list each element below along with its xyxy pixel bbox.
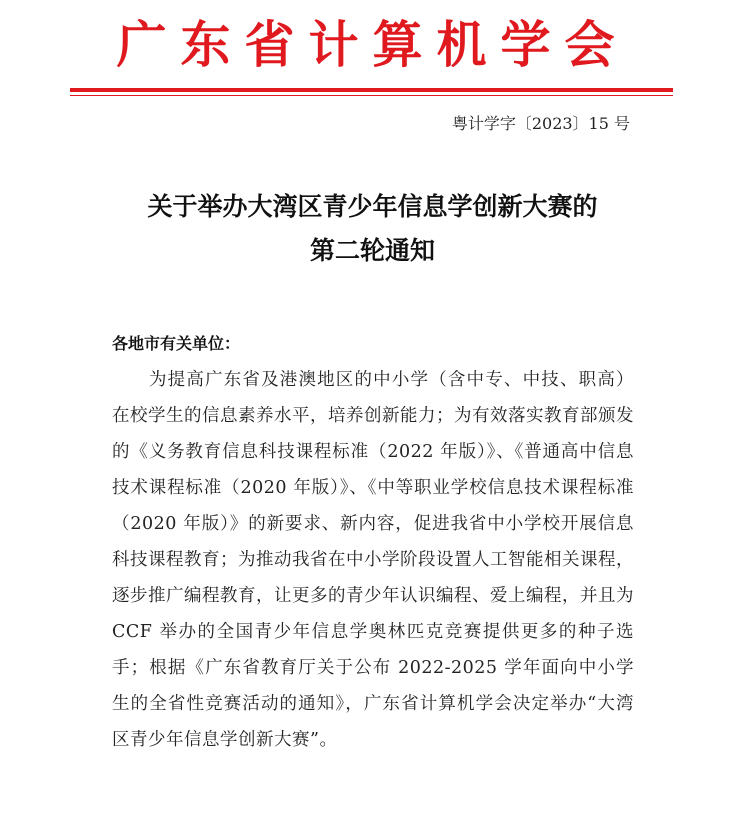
letterhead-rule-thick — [70, 88, 673, 92]
salutation: 各地市有关单位： — [112, 334, 241, 353]
document-title — [0, 185, 745, 273]
document-title-line-1: 关于举办大湾区青少年信息学创新大赛的 — [147, 192, 598, 221]
letterhead-org-name: 广东省计算机学会 — [116, 15, 629, 74]
letterhead-rule-thin — [70, 95, 673, 96]
document-title-line-2: 第二轮通知 — [309, 236, 435, 265]
document-number: 粤计学字〔2023〕15 号 — [451, 114, 630, 133]
body-paragraph: 为提高广东省及港澳地区的中小学（含中专、中技、职高）在校学生的信息素养水平，培养创新能力；为有效落实教育部颁发的《义务教育信息科技课程标准（2022 年版）》、《普通高中信息技术课程标准（2020 年版）》、《中等职业学校信息技术课程标准（2020 年版）》的新要求、新内容，促进我省中小学校开展信息科技课程教育；为推动我省在中小学阶段设置人工智能相关课程，逐步推广编程教育，让更多的青少年认识编程、爱上编程，并且为 CCF 举办的全国青少年信息学奥林匹克竞赛提供更多的种子选手；根据《广东省教育厅关于公布 2022-2025 学年面向中小学生的全省性竞赛活动的通知》，广东省计算机学会决定举办“大湾区青少年信息学创新大赛”。 — [112, 370, 634, 750]
